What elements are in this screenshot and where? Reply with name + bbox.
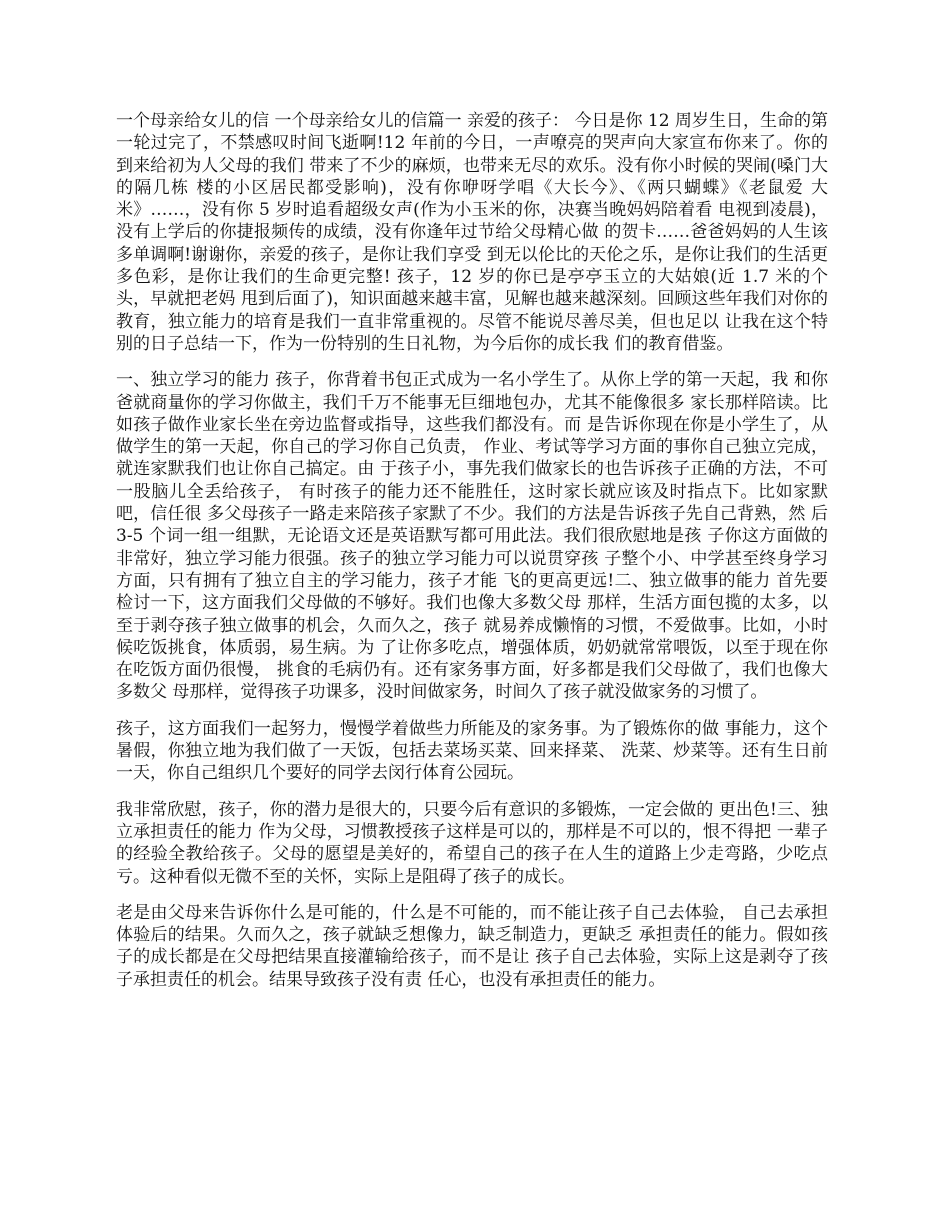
paragraph-housework: 孩子，这方面我们一起努力，慢慢学着做些力所能及的家务事。为了锻炼你的做 事能力，这个暑假，你独立地为我们做了一天饭，包括去菜场买菜、回来择菜、 洗菜、炒菜等。还有生日前一天，你自己组织几个要好的同学去闵行体育公园玩。 [116,718,828,784]
document-body [116,110,828,1005]
paragraph-intro: 一个母亲给女儿的信 一个母亲给女儿的信篇一 亲爱的孩子： 今日是你 12 周岁生日，生命的第一轮过完了，不禁感叹时间飞逝啊!12 年前的今日，一声嘹亮的哭声向大家宣布你来了。你的到来给初为人父母的我们 带来了不少的麻烦，也带来无尽的欢乐。没有你小时候的哭闹(嗓门大的隔几栋 楼的小区居民都受影响)，没有你咿呀学唱《大长今》、《两只蝴蝶》《老鼠爱 大米》……，没有你 5 岁时追看超级女声(作为小玉米的你，决赛当晚妈妈陪着看 电视到凌晨)，没有上学后的你捷报频传的成绩，没有你逢年过节给父母精心做 的贺卡……爸爸妈妈的人生该多单调啊!谢谢你，亲爱的孩子，是你让我们享受 到无以伦比的天伦之乐，是你让我们的生活更多色彩，是你让我们的生命更完整! 孩子，12 岁的你已是亭亭玉立的大姑娘(近 1.7 米的个头，早就把老妈 甩到后面了)，知识面越来越丰富，见解也越来越深刻。回顾这些年我们对你的 教育，独立能力的培育是我们一直非常重视的。尽管不能说尽善尽美，但也足以 让我在这个特别的日子总结一下，作为一份特别的生日礼物，为今后你的成长我 们的教育借鉴。 [116,111,828,354]
paragraph-conclusion: 老是由父母来告诉你什么是可能的，什么是不可能的，而不能让孩子自己去体验， 自己去承担体验后的结果。久而久之，孩子就缺乏想像力，缺乏制造力，更缺乏 承担责任的能力。假如孩子的成长都是在父母把结果直接灌输给孩子，而不是让 孩子自己去体验，实际上这是剥夺了孩子承担责任的机会。结果导致孩子没有责 任心，也没有承担责任的能力。 [116,902,828,990]
paragraph-responsibility: 我非常欣慰，孩子，你的潜力是很大的，只要今后有意识的多锻炼，一定会做的 更出色!三、独立承担责任的能力 作为父母，习惯教授孩子这样是可以的，那样是不可以的，恨不得把 一辈子的经验全教给孩子。父母的愿望是美好的，希望自己的孩子在人生的道路上少走弯路，少吃点亏。这种看似无微不至的关怀，实际上是阻碍了孩子的成长。 [116,799,828,887]
paragraph-independent-study: 一、独立学习的能力 孩子，你背着书包正式成为一名小学生了。从你上学的第一天起，我 和你爸就商量你的学习你做主，我们千万不能事无巨细地包办，尤其不能像很多 家长那样陪读。比如孩子做作业家长坐在旁边监督或指导，这些我们都没有。而 是告诉你现在你是小学生了，从做学生的第一天起，你自己的学习你自己负责， 作业、考试等学习方面的事你自己独立完成，就连家默我们也让你自己搞定。由 于孩子小，事先我们做家长的也告诉孩子正确的方法，不可一股脑儿全丢给孩子， 有时孩子的能力还不能胜任，这时家长就应该及时指点下。比如家默吧，信任很 多父母孩子一路走来陪孩子家默了不少。我们的方法是告诉孩子先自己背熟，然 后 3-5 个词一组一组默，无论语文还是英语默写都可用此法。我们很欣慰地是孩 子你这方面做的非常好，独立学习能力很强。孩子的独立学习能力可以说贯穿孩 子整个小、中学甚至终身学习方面，只有拥有了独立自主的学习能力，孩子才能 飞的更高更远!二、独立做事的能力 首先要检讨一下，这方面我们父母做的不够好。我们也像大多数父母 那样，生活方面包揽的太多，以至于剥夺孩子独立做事的机会，久而久之，孩子 就易养成懒惰的习惯，不爱做事。比如，小时候吃饭挑食，体质弱，易生病。为 了让你多吃点，增强体质，奶奶就常常喂饭，以至于现在你在吃饭方面仍很慢， 挑食的毛病仍有。还有家务事方面，好多都是我们父母做了，我们也像大多数父 母那样，觉得孩子功课多，没时间做家务，时间久了孩子就没做家务的习惯了。 [116,370,828,703]
